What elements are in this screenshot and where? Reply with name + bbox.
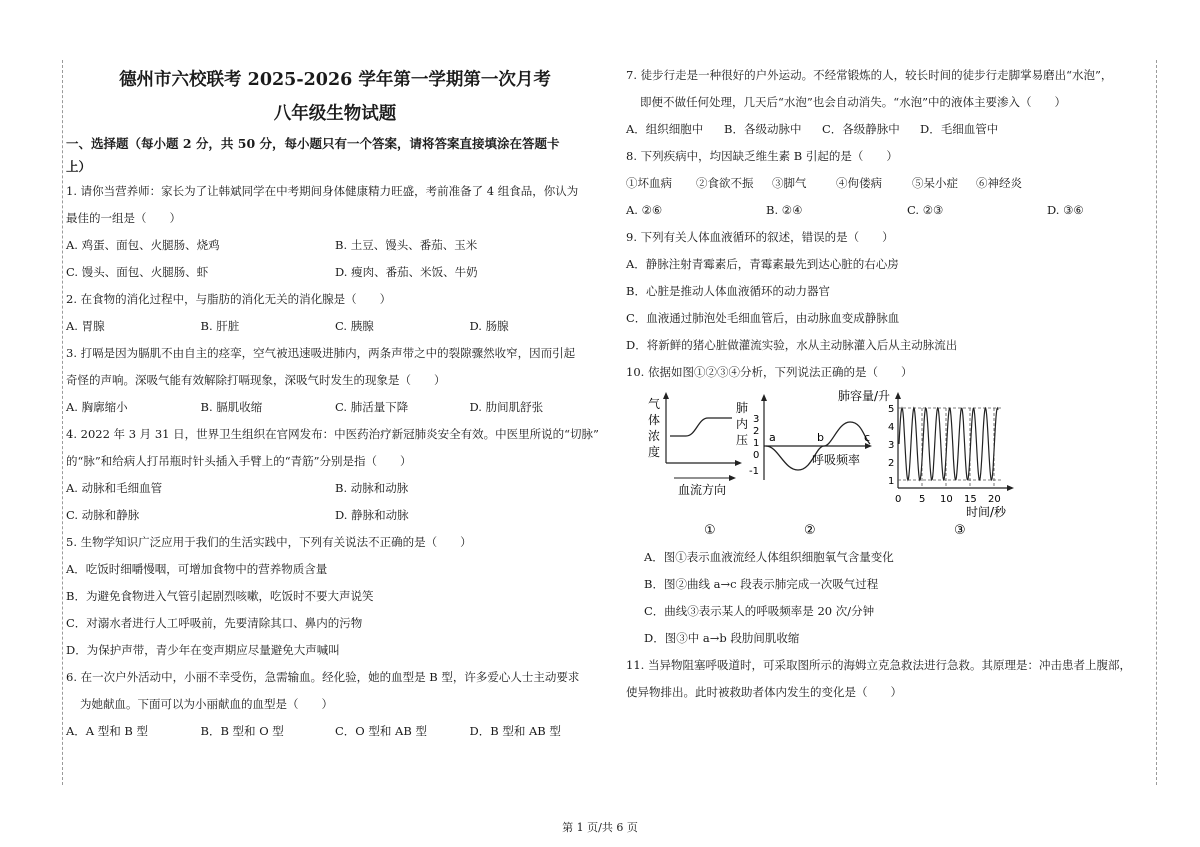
figures-row	[626, 388, 1141, 538]
fig1-ylabel-1: 气	[648, 397, 661, 411]
question-9	[626, 224, 1141, 359]
option-c: C. ②③	[907, 203, 944, 217]
option-b: B. 土豆、馒头、番茄、玉米	[335, 238, 478, 252]
option-b: B．各级动脉中	[724, 122, 802, 136]
fig1-ylabel-4: 度	[648, 445, 661, 459]
section-heading-cont: 上）	[66, 159, 92, 174]
fig1-xlabel: 血流方向	[678, 483, 727, 497]
option-b: B．B 型和 O 型	[200, 724, 284, 738]
question-3	[66, 340, 604, 421]
question-stem-cont: 的“脉”和给病人打吊瓶时针头插入手臂上的“青筋”分别是指（ ）	[66, 454, 412, 468]
option-d: D. 瘦肉、番茄、米饭、牛奶	[335, 265, 478, 279]
option-d: D. ③⑥	[1047, 203, 1084, 217]
question-stem: 8. 下列疾病中，均因缺乏维生素 B 引起的是（ ）	[626, 149, 898, 163]
option-a: A．吃饭时细嚼慢咽，可增加食物中的营养物质含量	[66, 562, 328, 576]
fig3-xlabel: 时间/秒	[966, 505, 1007, 519]
disease-item: ①坏血病	[626, 176, 672, 190]
question-stem: 5. 生物学知识广泛应用于我们的生活实践中，下列有关说法不正确的是（ ）	[66, 535, 472, 549]
question-stem-cont: 最佳的一组是（ ）	[66, 211, 181, 225]
fig3-ytick: 4	[888, 422, 895, 433]
option-c: C．O 型和 AB 型	[335, 724, 427, 738]
disease-item: ⑥神经炎	[976, 176, 1022, 190]
options	[66, 718, 604, 745]
disease-list	[626, 170, 1141, 197]
figure-set	[626, 388, 1141, 538]
left-column	[66, 62, 604, 745]
question-6	[66, 664, 604, 745]
fig2-xlabel: 呼吸频率	[812, 453, 861, 467]
option-a: A. ②⑥	[626, 203, 663, 217]
option-c: C. 馒头、面包、火腿肠、虾	[66, 265, 209, 279]
option-c: C．各级静脉中	[822, 122, 900, 136]
option-d: D．B 型和 AB 型	[469, 724, 561, 738]
fig2-ylabel-3: 压	[736, 433, 749, 447]
option-b: B. 动脉和动脉	[335, 481, 409, 495]
question-10	[626, 359, 1141, 652]
option-c: C. 胰腺	[335, 319, 374, 333]
fig2-tick: -1	[749, 466, 759, 477]
fig3-ytick: 1	[888, 476, 895, 487]
question-stem: 11. 当异物阻塞呼吸道时，可采取图所示的海姆立克急救法进行急救。其原理是：冲击患者上腹部，	[626, 658, 1131, 672]
fig2-tick: 1	[753, 438, 760, 449]
question-stem: 3. 打嗝是因为膈肌不由自主的痉挛，空气被迅速吸进肺内，两条声带之中的裂隙骤然收窄，因而引起	[66, 346, 576, 360]
option-a: A．组织细胞中	[626, 122, 704, 136]
fig3-ytick: 2	[888, 458, 895, 469]
fig2-ylabel-1: 肺	[736, 401, 749, 415]
question-7	[626, 62, 1141, 143]
question-8	[626, 143, 1141, 224]
question-stem: 7. 徒步行走是一种很好的户外运动。不经常锻炼的人，较长时间的徒步行走脚掌易磨出“水泡”，	[626, 68, 1113, 82]
option-a: A．静脉注射青霉素后，青霉素最先到达心脏的右心房	[626, 257, 899, 271]
right-column	[626, 62, 1141, 706]
option-a: A. 动脉和毛细血管	[66, 481, 163, 495]
option-c: C. 肺活量下降	[335, 400, 409, 414]
disease-item: ②食欲不振	[696, 176, 754, 190]
options	[626, 197, 1141, 224]
question-stem-cont: 为她献血。下面可以为小丽献血的血型是（ ）	[80, 697, 333, 711]
fig3-caption: ③	[954, 523, 966, 538]
option-b: B．心脏是推动人体血液循环的动力器官	[626, 284, 830, 298]
option-d: D．为保护声带，青少年在变声期应尽量避免大声喊叫	[66, 643, 340, 657]
fig2-tick: 2	[753, 426, 760, 437]
question-2	[66, 286, 604, 340]
question-stem: 6. 在一次户外活动中，小丽不幸受伤，急需输血。经化验，她的血型是 B 型，许多爱心人士主动要求	[66, 670, 580, 684]
option-d: D. 静脉和动脉	[335, 508, 409, 522]
exam-title: 德州市六校联考 2025-2026 学年第一学期第一次月考	[119, 70, 551, 90]
fig2-point-c: c	[864, 431, 871, 444]
question-stem-cont: 使异物排出。此时被救助者体内发生的变化是（ ）	[626, 685, 902, 699]
option-d: D．将新鲜的猪心脏做灌流实验，水从主动脉灌入后从主动脉流出	[626, 338, 958, 352]
options	[66, 475, 604, 502]
disease-item: ③脚气	[772, 176, 807, 190]
figure-3-lung-volume	[838, 388, 1014, 538]
option-a: A．A 型和 B 型	[66, 724, 149, 738]
left-margin-line	[62, 60, 63, 785]
options	[626, 116, 1141, 143]
fig3-xtick: 15	[964, 494, 977, 505]
options	[66, 313, 604, 340]
question-stem-cont: 奇怪的声响。深吸气能有效解除打嗝现象，深吸气时发生的现象是（ ）	[66, 373, 446, 387]
fig2-point-a: a	[769, 431, 776, 444]
page-footer: 第 1 页/共 6 页	[562, 821, 638, 834]
question-stem: 9. 下列有关人体血液循环的叙述，错误的是（ ）	[626, 230, 894, 244]
option-a: A．图①表示血液流经人体组织细胞氧气含量变化	[644, 550, 894, 564]
question-stem: 4. 2022 年 3 月 31 日，世界卫生组织在官网发布：中医药治疗新冠肺炎安全有效。中医里所说的“切脉”	[66, 427, 599, 441]
option-c: C．曲线③表示某人的呼吸频率是 20 次/分钟	[644, 604, 875, 618]
question-stem-cont: 即便不做任何处理，几天后“水泡”也会自动消失。“水泡”中的液体主要渗入（ ）	[640, 95, 1067, 109]
fig3-xtick: 10	[940, 494, 953, 505]
question-5	[66, 529, 604, 664]
disease-item: ④佝偻病	[836, 176, 882, 190]
option-c: C．对溺水者进行人工呼吸前，先要清除其口、鼻内的污物	[66, 616, 363, 630]
fig3-ytick: 3	[888, 440, 895, 451]
fig3-xtick: 20	[988, 494, 1001, 505]
fig2-caption: ②	[804, 523, 816, 538]
option-d: D. 肠腺	[469, 319, 509, 333]
option-a: A. 胃腺	[66, 319, 105, 333]
gas-curve	[670, 418, 732, 436]
options	[66, 502, 604, 529]
options	[66, 394, 604, 421]
fig2-tick: 0	[753, 450, 760, 461]
option-b: B．为避免食物进入气管引起剧烈咳嗽，吃饭时不要大声说笑	[66, 589, 374, 603]
fig3-xtick: 5	[919, 494, 926, 505]
volume-curve	[899, 408, 998, 480]
fig3-ytick: 5	[888, 404, 895, 415]
right-margin-line	[1156, 60, 1157, 785]
fig3-xtick: 0	[895, 494, 902, 505]
fig1-caption: ①	[704, 523, 716, 538]
option-b: B. 膈肌收缩	[200, 400, 263, 414]
option-b: B. 肝脏	[200, 319, 240, 333]
question-stem: 1. 请你当营养师：家长为了让韩斌同学在中考期间身体健康精力旺盛，考前准备了 4 组食品，你认为	[66, 184, 579, 198]
options	[66, 259, 604, 286]
option-c: C．血液通过肺泡处毛细血管后，由动脉血变成静脉血	[626, 311, 900, 325]
fig2-tick: 3	[753, 414, 760, 425]
question-4	[66, 421, 604, 529]
option-a: A. 胸廓缩小	[66, 400, 128, 414]
option-b: B．图②曲线 a→c 段表示肺完成一次吸气过程	[644, 577, 879, 591]
fig3-ylabel: 肺容量/升	[838, 389, 891, 403]
exam-subtitle: 八年级生物试题	[273, 104, 397, 124]
option-d: D. 肋间肌舒张	[469, 400, 544, 414]
figure-1-gas-concentration	[648, 392, 742, 538]
disease-item: ⑤呆小症	[912, 176, 958, 190]
options	[66, 232, 604, 259]
option-a: A. 鸡蛋、面包、火腿肠、烧鸡	[66, 238, 220, 252]
question-1	[66, 178, 604, 286]
option-d: D．毛细血管中	[920, 122, 999, 136]
option-d: D．图③中 a→b 段肋间肌收缩	[644, 631, 800, 645]
fig2-ylabel-2: 内	[736, 417, 749, 431]
option-b: B. ②④	[766, 203, 803, 217]
fig1-ylabel-3: 浓	[648, 429, 661, 443]
figure-2-lung-pressure	[736, 394, 872, 538]
fig1-ylabel-2: 体	[648, 413, 661, 427]
question-stem: 10. 依据如图①②③④分析，下列说法正确的是（ ）	[626, 365, 913, 379]
question-11	[626, 652, 1141, 706]
question-stem: 2. 在食物的消化过程中，与脂肪的消化无关的消化腺是（ ）	[66, 292, 392, 306]
option-c: C. 动脉和静脉	[66, 508, 140, 522]
section-heading: 一、选择题（每小题 2 分，共 50 分，每小题只有一个答案，请将答案直接填涂在答题卡	[66, 136, 560, 151]
fig2-point-b: b	[817, 431, 824, 444]
